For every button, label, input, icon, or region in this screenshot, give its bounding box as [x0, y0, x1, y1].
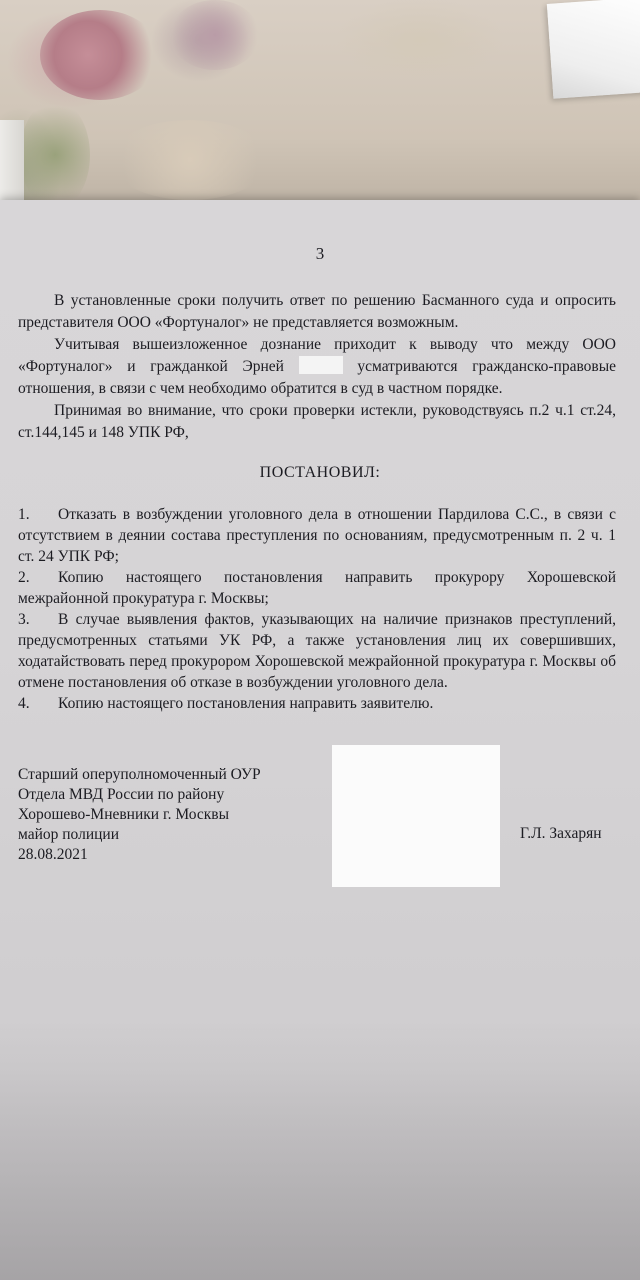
signature-line: Старший оперуполномоченный ОУР [18, 766, 261, 783]
signatory-name: Г.Л. Захарян [520, 825, 602, 842]
list-item [18, 504, 616, 567]
signature-date: 28.08.2021 [18, 846, 88, 863]
flower-pattern [170, 0, 260, 70]
leaf-pattern [20, 100, 90, 210]
item-number: 4. [18, 695, 30, 712]
tablecloth-background [0, 0, 640, 230]
signature-line: майор полиции [18, 826, 120, 843]
flower-pattern [110, 120, 270, 200]
paragraph-text [18, 334, 616, 400]
resolution-list [18, 504, 616, 714]
paper-shadow [0, 1020, 640, 1280]
item-number: 2. [18, 569, 30, 586]
item-text: В случае выявления фактов, указывающих на наличие признаков преступлений, предусмотренных статьями УК РФ, а также установления лиц их совершивших, ходатайствовать перед прокурором Хорошевской межрайонной прокуратура г. Москвы об отмене постановления об отказе в возбуждении уголовного дела. [18, 611, 616, 691]
paragraph-1 [18, 290, 616, 334]
redacted-name [299, 356, 343, 374]
paragraph-text: Принимая во внимание, что сроки проверки истекли, руководствуясь п.2 ч.1 ст.24, ст.144,145 и 148 УПК РФ, [18, 402, 616, 441]
paragraph-text-part: Учитывая вышеизложенное дознание приходит к выводу что между ООО «Фортуналог» и гражданкой Эрней [18, 336, 616, 375]
paragraph-2 [18, 334, 616, 400]
page-number: 3 [315, 244, 325, 263]
item-number: 1. [18, 506, 30, 523]
signature-line: Отдела МВД России по району [18, 786, 225, 803]
document-page [0, 200, 640, 1280]
item-text: Копию настоящего постановления направить прокурору Хорошевской межрайонной прокуратура г. Москвы; [18, 569, 616, 607]
corner-paper-sheet [547, 0, 640, 99]
item-number: 3. [18, 611, 30, 628]
redacted-signature-stamp [332, 745, 500, 887]
signature-line: Хорошево-Мневники г. Москвы [18, 806, 230, 823]
item-text: Копию настоящего постановления направить заявителю. [58, 695, 434, 712]
paragraph-text: В установленные сроки получить ответ по решению Басманного суда и опросить представителя ООО «Фортуналог» не представляется возможным. [18, 292, 616, 331]
signature-block [18, 765, 261, 865]
paragraph-3 [18, 400, 616, 444]
resolution-heading: ПОСТАНОВИЛ: [259, 464, 381, 481]
flower-pattern [40, 10, 160, 100]
item-text: Отказать в возбуждении уголовного дела в отношении Пардилова С.С., в связи с отсутствием в деянии состава преступления по основаниям, предусмотренным п. 2 ч. 1 ст. 24 УПК РФ; [18, 506, 616, 565]
paragraph-text-part: усматриваются гражданско-правовые отношения, в связи с чем необходимо обратится в суд в частном порядке. [18, 358, 617, 397]
list-item [18, 567, 616, 609]
list-item [18, 693, 616, 714]
list-item [18, 609, 616, 693]
